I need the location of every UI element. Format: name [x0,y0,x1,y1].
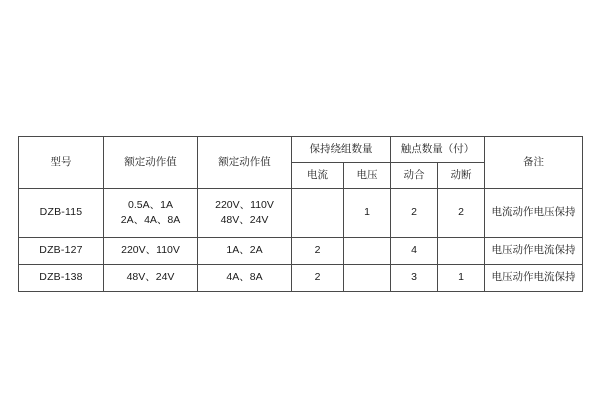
header-contact-make: 动合 [391,163,438,189]
cell-rated-value-1 [104,189,198,238]
cell-text-line: 2A、4A、8A [120,214,181,226]
cell-model: DZB-127 [19,238,104,265]
cell-rated-value-2 [198,238,292,265]
cell-remark: 电压动作电流保持 [485,238,583,265]
specification-table [18,136,583,292]
cell-contact-break: 2 [438,189,485,238]
table-row [19,189,583,238]
cell-holding-voltage [344,265,391,292]
cell-holding-voltage [344,238,391,265]
cell-contact-break: 1 [438,265,485,292]
cell-contact-make: 2 [391,189,438,238]
cell-holding-current: 2 [292,238,344,265]
cell-rated-value-1 [104,238,198,265]
header-contact-count: 触点数量（付） [391,137,485,163]
cell-text-line: 220V、110V [215,198,274,211]
cell-text-line: 48V、24V [220,214,269,226]
header-model: 型号 [19,137,104,189]
cell-text-line: 4A、8A [226,271,263,284]
cell-remark: 电流动作电压保持 [485,189,583,238]
cell-holding-current [292,189,344,238]
cell-contact-make: 3 [391,265,438,292]
cell-contact-break [438,238,485,265]
table-row [19,238,583,265]
header-holding-voltage: 电压 [344,163,391,189]
header-holding-current: 电流 [292,163,344,189]
header-contact-break: 动断 [438,163,485,189]
cell-text-line: 1A、2A [226,244,263,257]
cell-rated-value-2 [198,189,292,238]
cell-holding-current: 2 [292,265,344,292]
spec-table-container [18,136,582,292]
cell-model: DZB-115 [19,189,104,238]
cell-rated-value-2 [198,265,292,292]
cell-contact-make: 4 [391,238,438,265]
header-holding-winding-count: 保持绕组数量 [292,137,391,163]
cell-holding-voltage: 1 [344,189,391,238]
header-rated-action-value-1: 额定动作值 [104,137,198,189]
header-remark: 备注 [485,137,583,189]
header-rated-action-value-2: 额定动作值 [198,137,292,189]
cell-rated-value-1 [104,265,198,292]
cell-text-line: 0.5A、1A [128,198,173,211]
cell-model: DZB-138 [19,265,104,292]
table-row [19,265,583,292]
cell-text-line: 220V、110V [121,244,180,257]
table-header-row-1 [19,137,583,163]
cell-text-line: 48V、24V [126,271,175,284]
cell-remark: 电压动作电流保持 [485,265,583,292]
